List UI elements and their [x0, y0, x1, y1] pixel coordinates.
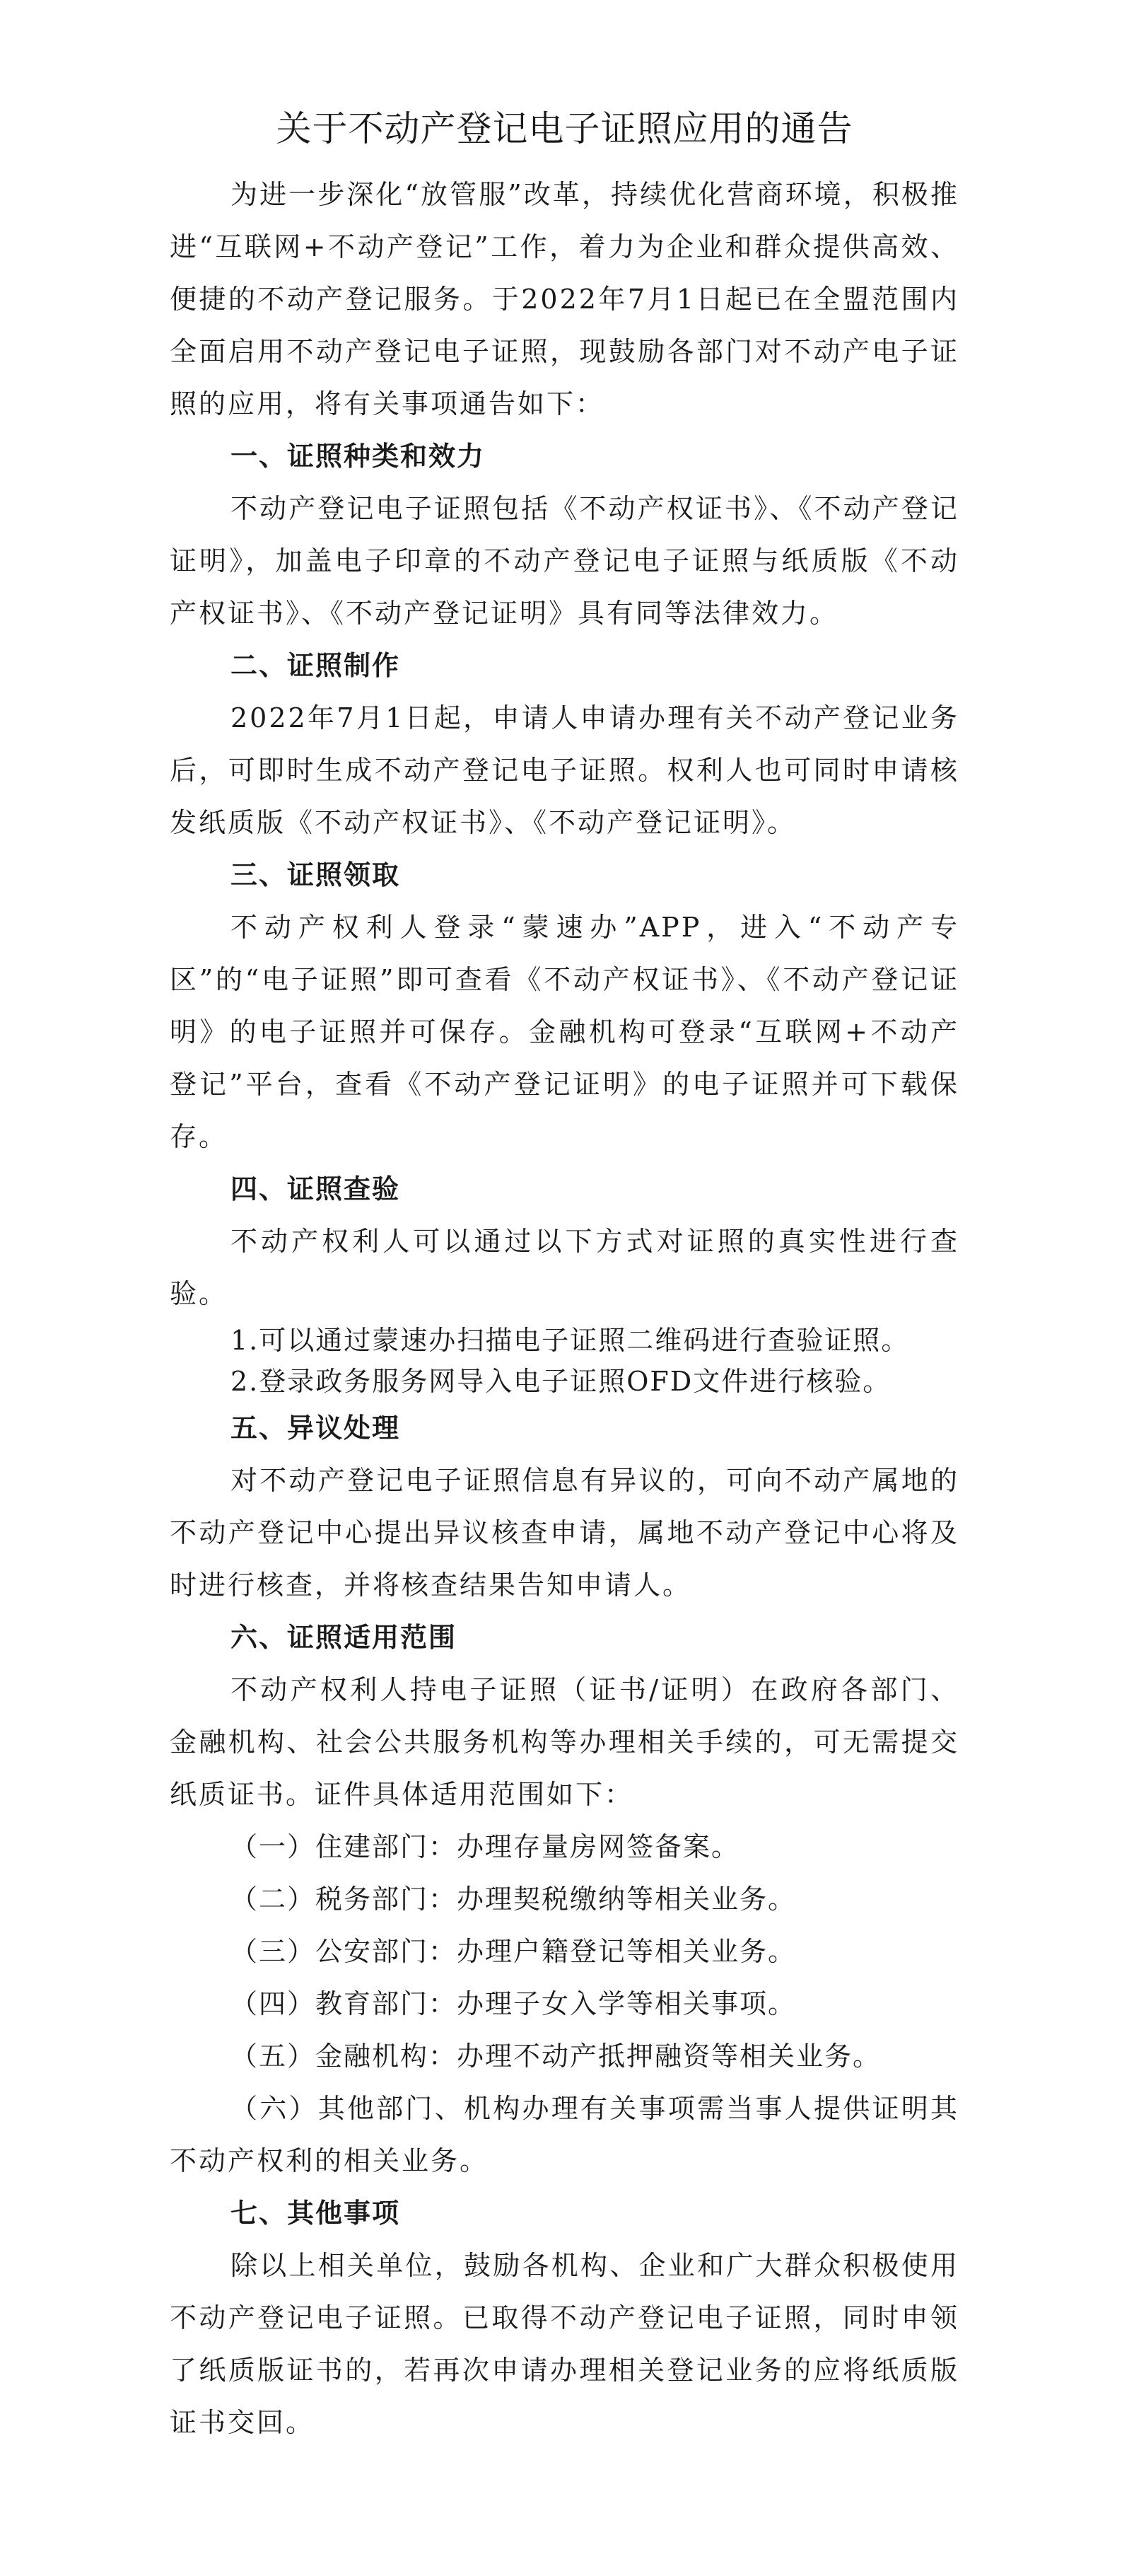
section-3: [170, 849, 959, 1163]
section-heading: 三、证照领取: [230, 859, 401, 890]
section-paragraph: 不动产权利人登录“蒙速办”APP，进入“不动产专区”的“电子证照”即可查看《不动产权证书》、《不动产登记证明》的电子证照并可保存。金融机构可登录“互联网+不动产登记”平台，查看《不动产登记证明》的电子证照并可下载保存。: [170, 912, 959, 1152]
list-item: 2.登录政务服务网导入电子证照OFD文件进行核验。: [230, 1366, 892, 1397]
section-paragraph: 对不动产登记电子证照信息有异议的，可向不动产属地的不动产登记中心提出异议核查申请，属地不动产登记中心将及时进行核查，并将核查结果告知申请人。: [170, 1465, 959, 1601]
section-paragraph: 不动产权利人持电子证照（证书/证明）在政府各部门、金融机构、社会公共服务机构等办理相关手续的，可无需提交纸质证书。证件具体适用范围如下：: [170, 1674, 959, 1810]
section-4: [170, 1163, 959, 1402]
list-item: （三）公安部门：办理户籍登记等相关业务。: [230, 1936, 797, 1967]
document-title: 关于不动产登记电子证照应用的通告: [276, 108, 853, 149]
section-heading: 六、证照适用范围: [230, 1622, 457, 1653]
section-heading: 一、证照种类和效力: [230, 441, 486, 472]
section-5: [170, 1402, 959, 1611]
section-closing-paragraph: （六）其他部门、机构办理有关事项需当事人提供证明其不动产权利的相关业务。: [170, 2093, 959, 2176]
section-paragraph: 不动产权利人可以通过以下方式对证照的真实性进行查验。: [170, 1226, 959, 1309]
section-heading: 二、证照制作: [230, 650, 401, 681]
list-item: （四）教育部门：办理子女入学等相关事项。: [230, 1988, 797, 2019]
section-1: [170, 430, 959, 639]
section-heading: 七、其他事项: [230, 2198, 401, 2229]
list-item: （五）金融机构：办理不动产抵押融资等相关业务。: [230, 2041, 882, 2072]
section-heading: 四、证照查验: [230, 1173, 401, 1205]
section-paragraph: 除以上相关单位，鼓励各机构、企业和广大群众积极使用不动产登记电子证照。已取得不动产登记电子证照，同时申领了纸质版证书的，若再次申请办理相关登记业务的应将纸质版证书交回。: [170, 2250, 959, 2438]
section-paragraph: 不动产登记电子证照包括《不动产权证书》、《不动产登记证明》，加盖电子印章的不动产登记电子证照与纸质版《不动产权证书》、《不动产登记证明》具有同等法律效力。: [170, 493, 959, 629]
list-item: 1.可以通过蒙速办扫描电子证照二维码进行查验证照。: [230, 1325, 910, 1356]
section-7: [170, 2187, 959, 2449]
section-heading: 五、异议处理: [230, 1412, 401, 1444]
section-2: [170, 639, 959, 849]
list-item: （一）住建部门：办理存量房网签备案。: [230, 1831, 740, 1862]
section-paragraph: 2022年7月1日起，申请人申请办理有关不动产登记业务后，可即时生成不动产登记电子证照。权利人也可同时申请核发纸质版《不动产权证书》、《不动产登记证明》。: [170, 702, 959, 838]
section-6: [170, 1611, 959, 2187]
list-item: （二）税务部门：办理契税缴纳等相关业务。: [230, 1884, 797, 1915]
intro-paragraph: 为进一步深化“放管服”改革，持续优化营商环境，积极推进“互联网+不动产登记”工作，着力为企业和群众提供高效、便捷的不动产登记服务。于2022年7月1日起已在全盟范围内全面启用不动产登记电子证照，现鼓励各部门对不动产电子证照的应用，将有关事项通告如下：: [170, 179, 959, 419]
